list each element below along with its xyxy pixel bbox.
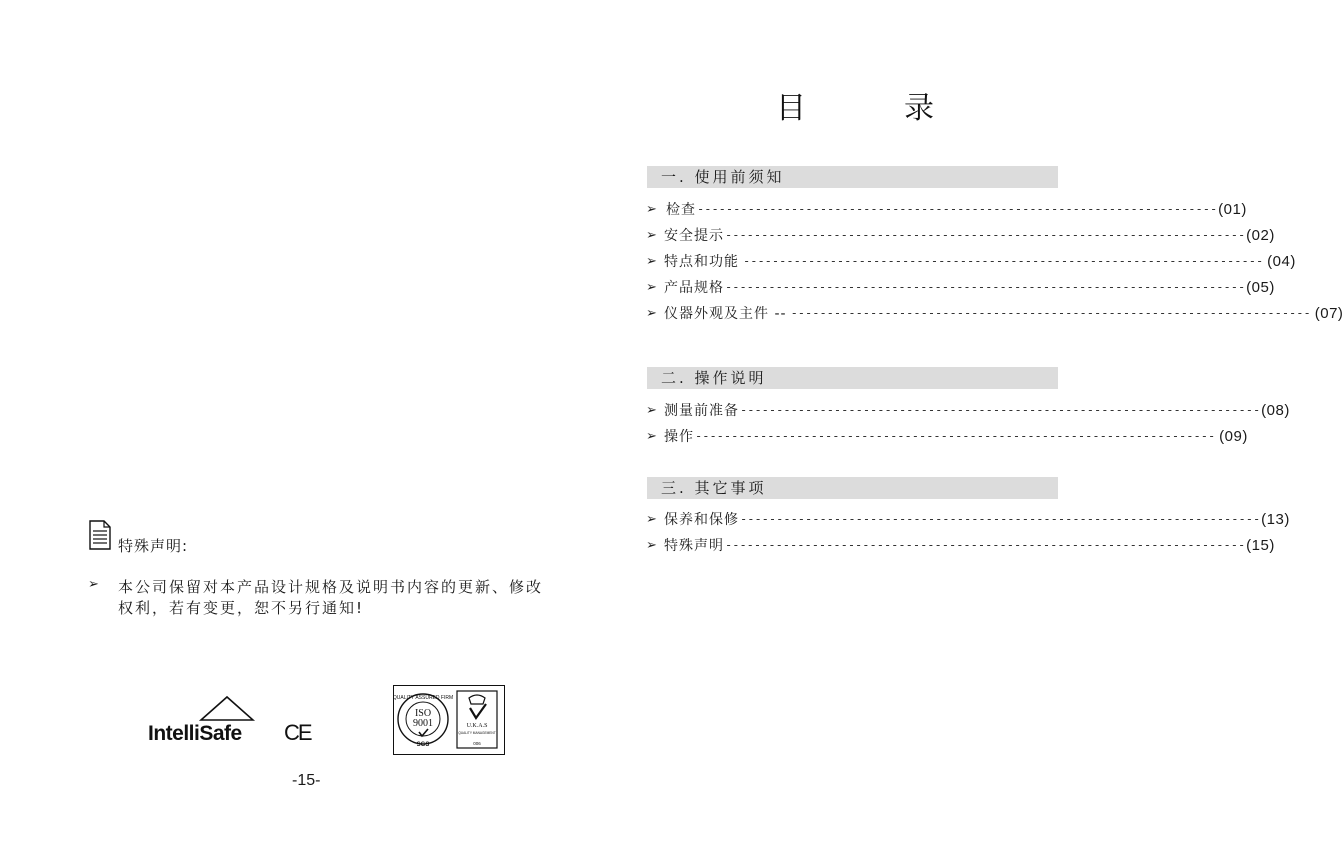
toc-entry-label: 保养和保修 — [664, 512, 739, 528]
toc-entry[interactable] — [646, 277, 1275, 297]
roof-triangle-icon — [198, 694, 256, 722]
toc-entry-page: (01) — [1218, 200, 1247, 218]
notice-title: 特殊声明: — [118, 537, 189, 555]
intellisafe-logo — [148, 694, 258, 750]
arrow-bullet-icon: ➢ — [646, 305, 657, 321]
toc-entry[interactable] — [646, 509, 1290, 529]
arrow-bullet-icon: ➢ — [646, 253, 657, 269]
toc-entry[interactable] — [646, 400, 1290, 420]
arrow-bullet-icon: ➢ — [646, 537, 657, 553]
ukas-code-text: 006 — [473, 741, 481, 746]
leader-dots: ------------------------------------------------------------------------ — [725, 280, 1246, 294]
seal-ring-text: QUALITY ASSURED FIRM — [392, 695, 454, 701]
toc-entry[interactable] — [646, 426, 1248, 446]
toc-title-char: 目 — [776, 91, 806, 126]
toc-entry-label: 测量前准备 — [664, 403, 739, 419]
arrow-bullet-icon: ➢ — [646, 511, 657, 527]
leader-dots: ------------------------------------------------------------------------ — [740, 512, 1261, 526]
toc-entry-label: 特殊声明 — [664, 538, 724, 554]
iso-text: ISO — [414, 708, 432, 719]
arrow-bullet-icon: ➢ — [646, 227, 657, 243]
toc-entry-page: (13) — [1261, 510, 1290, 528]
leader-dots: ------------------------------------------------------------------------ — [697, 202, 1218, 216]
toc-entry-page: (15) — [1246, 536, 1275, 554]
arrow-bullet-icon: ➢ — [88, 577, 99, 592]
leader-dots: ------------------------------------------------------------------------ — [740, 403, 1261, 417]
toc-entry-page: (05) — [1246, 278, 1275, 296]
leader-dots: ------------------------------------------------------------------------ — [695, 429, 1216, 443]
toc-entry-page: (08) — [1261, 401, 1290, 419]
leader-dots: ------------------------------------------------------------------------ — [790, 306, 1311, 320]
intellisafe-logo-text: IntelliSafe — [148, 722, 242, 745]
toc-entry-label: 操作 — [664, 429, 694, 445]
toc-entry-label: 安全提示 — [664, 228, 724, 244]
arrow-bullet-icon: ➢ — [646, 402, 657, 418]
iso-ukas-seal-icon — [394, 686, 503, 753]
toc-entry[interactable] — [646, 225, 1275, 245]
ukas-text: U.K.A.S — [466, 723, 488, 729]
toc-entry-page: (02) — [1246, 226, 1275, 244]
arrow-bullet-icon: ➢ — [646, 201, 657, 217]
ce-mark: CE — [284, 720, 311, 745]
toc-entry-label: 产品规格 — [664, 280, 724, 296]
ukas-sub-text: QUALITY MANAGEMENT — [458, 731, 496, 735]
arrow-bullet-icon: ➢ — [646, 279, 657, 295]
leader-dots: ------------------------------------------------------------------------ — [725, 538, 1246, 552]
sgs-text: SGS — [416, 742, 430, 748]
toc-entry-label: 检查 — [666, 202, 696, 218]
section-header: 一. 使用前须知 — [647, 166, 1058, 188]
iso-number-text: 9001 — [413, 718, 433, 729]
section-header: 三. 其它事项 — [647, 477, 1058, 499]
toc-entry[interactable] — [646, 303, 1343, 323]
toc-entry[interactable] — [646, 251, 1296, 271]
iso-certification-mark — [393, 685, 505, 755]
document-icon — [89, 520, 111, 550]
toc-entry-label: 仪器外观及主件 -- — [664, 306, 787, 322]
section-header: 二. 操作说明 — [647, 367, 1058, 389]
toc-entry-label: 特点和功能 — [664, 254, 739, 270]
leader-dots: ------------------------------------------------------------------------ — [725, 228, 1246, 242]
arrow-bullet-icon: ➢ — [646, 428, 657, 444]
notice-text: 本公司保留对本产品设计规格及说明书内容的更新、修改权利，若有变更，恕不另行通知! — [118, 578, 544, 617]
leader-dots: ------------------------------------------------------------------------ — [743, 254, 1264, 268]
toc-title-char: 录 — [904, 91, 934, 126]
toc-entry-page: (04) — [1267, 252, 1296, 270]
toc-entry-page: (07) — [1314, 304, 1343, 322]
toc-entry-page: (09) — [1219, 427, 1248, 445]
toc-entry[interactable] — [646, 199, 1247, 219]
toc-entry[interactable] — [646, 535, 1275, 555]
page-number: -15- — [292, 772, 321, 789]
